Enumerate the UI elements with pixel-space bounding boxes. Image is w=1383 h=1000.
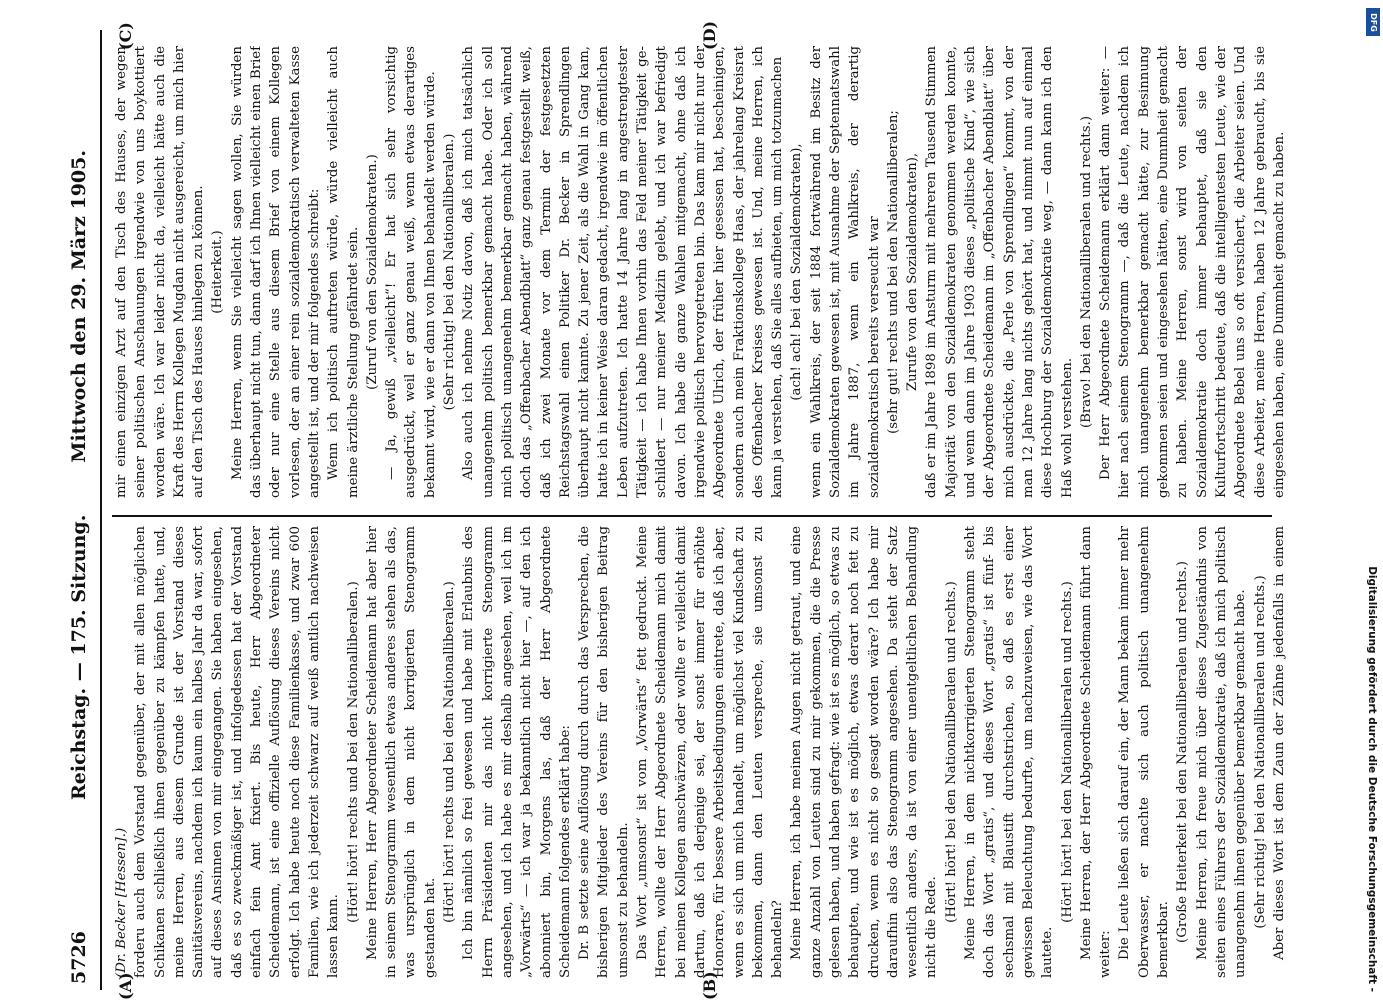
paragraph: wenn ein Wahlkreis, der seit 1884 fortwährend im Besitz der Sozialdemokraten gewesen ist, mit Ausnahme der Septennatswahl im Jahre 1887, wenn ein Wahlkreis, der derartig sozialdemokratisch bereits verseucht war xyxy=(808,46,882,498)
interjection: (Große Heiterkeit bei den Nationalliberalen und rechts.) xyxy=(1175,561,1191,943)
interjection: Zurufe von den Sozialdemokraten), xyxy=(905,152,921,392)
paragraph: Der Herr Abgeordnete Scheidemann erklärt dann weiter: — hier nach seinem Stenogramm —, daß die Leute, nachdem ich mich unangenehm bemerkbar gemacht hätte, zur Besinnung gekommen seien und eingesehen hätten, eine Dummheit gemacht zu haben. Meine Herren, sonst wird von seiten der Sozialdemokratie doch immer behauptet, daß sie den Kulturfortschritt bedeute, daß die intelligentesten Leute, wie der Abgeordnete Bebel uns so oft versichert, die Arbeiter seien. Und diese Arbeiter, meine Herren, haben 12 Jahre gebraucht, bis sie eingesehen haben, eine Dummheit gemacht zu haben. xyxy=(1098,46,1287,498)
interjection: (Bravo! bei den Nationalliberalen und rechts.) xyxy=(1078,115,1094,429)
margin-letter-c: (C) xyxy=(116,22,135,50)
interjection: (Sehr richtig! bei den Nationalliberalen und rechts.) xyxy=(1252,575,1268,929)
left-column xyxy=(112,526,1292,978)
paragraph: Das Wort „umsonst“ ist vom „Vorwärts“ fett gedruckt. Meine Herren, wollte der Herr Abgeordnete Scheidemann mich damit bei meinen Kollegen anschwärzen, oder wollte er vielleicht damit dartun, daß ich derjenige sei, der sonst immer für erhöhte Honorare, für bessere Arbeitsbedingungen eintrete, daß ich aber, wenn es sich um mich handelt, um möglichst viel Kundschaft zu bekommen, dann den Leuten verspreche, sie umsonst zu behandeln? xyxy=(635,526,786,978)
running-head-left: Reichstag. — 175. Sitzung. xyxy=(68,514,90,800)
page-header xyxy=(60,30,102,990)
paragraph: Ich bin nämlich so frei gewesen und habe mit Erlaubnis des Herrn Präsidenten mir das nicht korrigierte Stenogramm angesehen, und ich habe es mir deshalb angesehen, weil ich im „Vorwärts“ — ich war ja bekanntlich nicht hier —, auf den ich abonniert bin, Morgens las, daß der Herr Abgeordnete Scheidemann folgendes erklärt habe: xyxy=(461,526,573,978)
interjection: (Hört! hört! bei den Nationalliberalen und rechts.) xyxy=(943,581,959,923)
right-column xyxy=(112,46,1292,498)
interjection: (ach! ach! bei den Sozialdemokraten), xyxy=(789,143,805,401)
quotation: Dr. B setzte seine Auflösung durch durch das Versprechen, die bisherigen Mitglieder des Vereins für den bisherigen Beitrag umsonst zu behandeln. xyxy=(577,526,631,978)
interjection: (Hört! hört! rechts und bei den Nationalliberalen.) xyxy=(345,581,361,923)
paragraph: — Ja, gewiß „vielleicht“! Er hat sich sehr vorsichtig ausgedrückt, weil er ganz genau weiß, wenn etwas derartiges bekannt wird, wie er dann von Ihnen behandelt werden würde. xyxy=(384,46,438,498)
document-page xyxy=(60,20,1300,1000)
paragraph: Meine Herren, in dem nichtkorrigierten Stenogramm steht doch das Wort „gratis“, und dieses Wort „gratis“ ist fünf- bis sechsmal mit Blaustift durchstrichen, so daß es erst einer gewissen Beleuchtung bedurfte, um nachzuweisen, wie das Wort lautete. xyxy=(963,526,1056,978)
column-divider xyxy=(112,515,1272,517)
paragraph: Meine Herren, ich freue mich über dieses Zugeständnis von seiten eines Führers der Sozialdemokratie, daß ich mich politisch unangenehm ihnen gegenüber bemerkbar gemacht habe. xyxy=(1194,526,1249,978)
quotation: Die Leute ließen sich darauf ein, der Mann bekam immer mehr Oberwasser, er machte sich auch politisch unangenehm bemerkbar. xyxy=(1117,526,1172,978)
dfg-logo-text: DFG xyxy=(1368,12,1378,32)
margin-letter-a: (A) xyxy=(116,972,135,1000)
margin-letter-b: (B) xyxy=(700,971,719,1000)
interjection: (Zuruf von den Sozialdemokraten.) xyxy=(364,154,380,390)
paragraph: Meine Herren, Herr Abgeordneter Scheidemann hat aber hier in seinem Stenogramm wesentlich etwas anderes stehen als das, was ursprünglich in dem nicht korrigierten Stenogramm gestanden hat. xyxy=(364,526,438,978)
margin-letter-d: (D) xyxy=(700,20,719,50)
interjection: (Hört! hört! bei den Nationalliberalen und rechts.) xyxy=(1059,581,1075,923)
paragraph: mir einen einzigen Arzt auf den Tisch des Hauses, der wegen seiner politischen Anschauungen irgendwie von uns boykottiert worden wäre. Ich war leider nicht da, vielleicht hätte auch die Kraft des Herrn Kollegen Mugdan nicht ausgereicht, um mich hier auf den Tisch des Hauses hinlegen zu können. xyxy=(114,46,207,498)
paragraph: Aber dieses Wort ist dem Zaun der Zähne jedenfalls in einem xyxy=(1271,526,1287,960)
interjection: (Hört! hört! rechts und bei den Nationalliberalen.) xyxy=(442,581,458,923)
paragraph: Meine Herren, wenn Sie vielleicht sagen wollen, Sie würden das überhaupt nicht tun, dann darf ich Ihnen vielleicht einen Brief oder nur eine Stelle aus diesem Brief von einem Kollegen vorlesen, der an einer rein sozialdemokratisch verwalteten Kasse angestellt ist, und der mir folgendes schreibt: xyxy=(229,46,322,498)
page-number: 5726 xyxy=(68,931,90,984)
paragraph: Meine Herren, der Herr Abgeordnete Scheidemann führt dann weiter: xyxy=(1078,526,1114,978)
paragraph: forderu auch dem Vorstand gegenüber, der mit allen möglichen Schikanen schließlich ihnen gegenüber zu kämpfen hatte, und, meine Herren, aus diesem Grunde ist der Vorstand dieses Sanitätsvereins, nachdem ich kaum ein halbes Jahr da war, sofort auf dieses Ansinnen von mir eingegangen. Sie haben eingesehen, daß es so zweckmäßiger ist, und infolgedessen hat der Vorstand einfach fein Amt fixiert. Bis heute, Herr Abgeordneter Scheidemann, ist eine offizielle Auflösung dieses Vereins nicht erfolgt. Ich habe heute noch diese Familienkasse, und zwar 600 Familien, wie ich jederzeit schwarz auf weiß amtlich nachweisen lassen kann. xyxy=(133,526,342,978)
running-head-right: Mittwoch den 29. März 1905. xyxy=(68,150,90,463)
interjection xyxy=(1289,46,1292,498)
interjection: (Sehr richtig! bei den Nationalliberalen.) xyxy=(442,133,458,411)
interjection: (Heiterkeit.) xyxy=(210,230,226,314)
quotation: Wenn ich politisch auftreten würde, würde vielleicht auch meine ärztliche Stellung gefährdet sein. xyxy=(326,46,361,498)
speaker-tag: (Dr. Becker [Hessen].) xyxy=(114,827,129,978)
paragraph: daß er im Jahre 1898 im Ansturm mit mehreren Tausend Stimmen Majorität von den Sozialdemokraten genommen werden konnte, und wenn dann im Jahre 1903 dieses „politische Kind“, wie sich der Abgeordnete Scheidemann im „Offenbacher Abendblatt“ über mich ausdrückte, die „Perle von Sprendlingen“ kommt, von der man 12 Jahre lang nichts gehört hat, und nimmt nun auf einmal diese Hochburg der Sozialdemokratie weg, — dann kann ich den Haß wohl verstehen. xyxy=(924,46,1075,498)
credit-text: Digitalisierung gefördert durch die Deutsche Forschungsgemeinschaft - xyxy=(1366,566,1378,992)
paragraph: Also auch ich nehme Notiz davon, daß ich mich tatsächlich unangenehm politisch bemerkbar gemacht habe. Oder ich soll mich politisch unangenehm bemerkbar gemacht haben, während doch das „Offenbacher Abendblatt“ ganz genau festgestellt weiß, daß ich zwei Monate vor dem Termin der festgesetzten Reichstagswahl einen Politiker Dr. Becker in Sprendlingen überhaupt nicht kannte. Zu jener Zeit, als die Wahl in Gang kam, hatte ich in keiner Weise daran gedacht, irgendwie im öffentlichen Leben aufzutreten. Ich hatte 14 Jahre lang in angestrengtester Tätigkeit — ich habe Ihnen vorhin das Feld meiner Tätigkeit geschildert — nur meiner Medizin gelebt, und ich war befriedigt davon. Ich habe die ganze Wahlen mitgemacht, ohne daß ich irgendwie politisch hervorgetreten bin. Das kam mir nicht nur der Abgeordnete Ulrich, der früher hier gesessen hat, bescheinigen, sondern auch mein Fraktionskollege Haas, der jahrelang Kreisrat des Offenbacher Kreises gewesen ist. Und, meine Herren, ich kann ja verstehen, daß Sie alles aufbieten, um mich totzumachen xyxy=(461,46,786,498)
dfg-logo xyxy=(1366,8,1380,36)
paragraph: Meine Herren, ich habe meinen Augen nicht getraut, und eine ganze Anzahl von Leuten sind zu mir gekommen, die die Presse gelesen haben, und haben gefragt: wie ist es möglich, so etwas zu behaupten, und wie ist es möglich, etwas derart noch fett zu drucken, wenn es nicht so gesagt worden wäre? Ich habe mir daraufhin also das Stenogramm angesehen. Da steht der Satz wesentlich anders, da ist von einer unentgeltlichen Behandlung nicht die Rede. xyxy=(789,526,940,978)
digitization-credit xyxy=(1362,8,1378,992)
interjection: (sehr gut! rechts und bei den Nationalliberalen; xyxy=(885,110,901,434)
